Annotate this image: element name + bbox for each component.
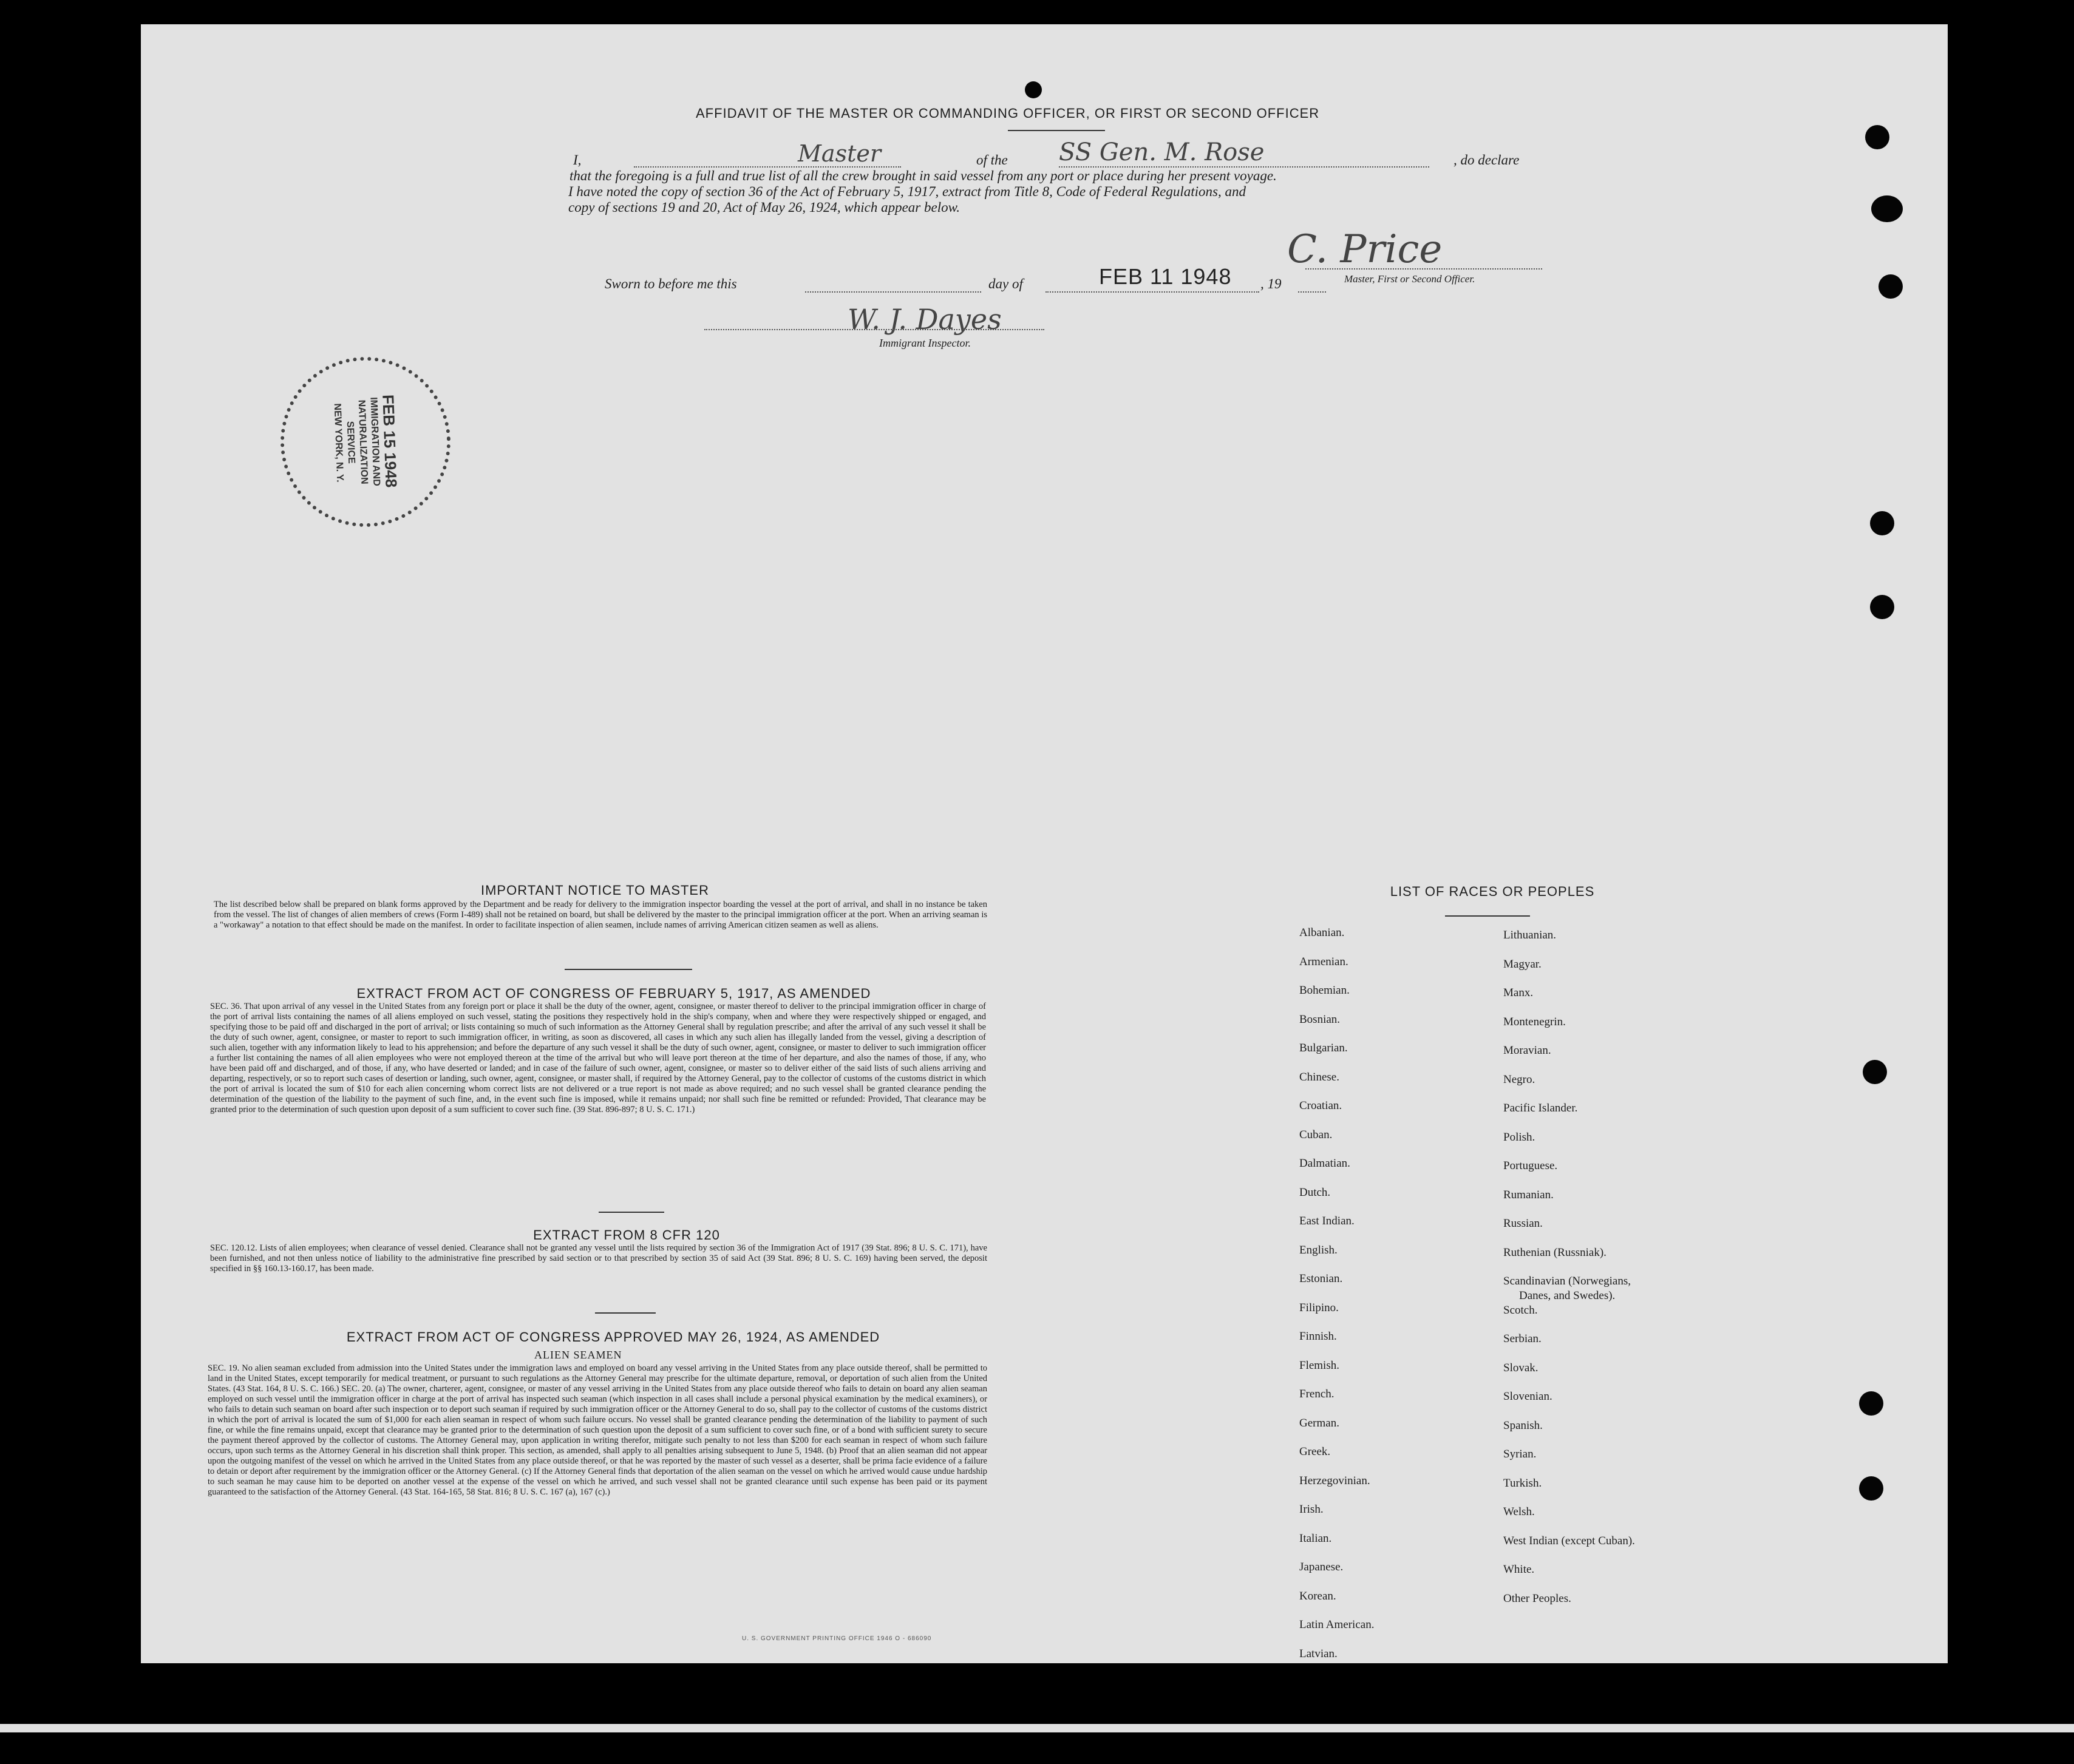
race-item: Polish. bbox=[1503, 1131, 1535, 1144]
race-item: Slovak. bbox=[1503, 1362, 1538, 1374]
race-item: Portuguese. bbox=[1503, 1159, 1558, 1172]
notice-heading: IMPORTANT NOTICE TO MASTER bbox=[480, 883, 709, 898]
race-item: Bulgarian. bbox=[1299, 1042, 1348, 1054]
binder-hole-2 bbox=[1871, 195, 1903, 222]
extract-cfr-divider bbox=[595, 1312, 656, 1314]
alien-seamen-subheading: ALIEN SEAMEN bbox=[534, 1349, 622, 1361]
race-item: Scotch. bbox=[1503, 1304, 1538, 1317]
races-heading-rule bbox=[1445, 915, 1530, 917]
affidavit-line-4: copy of sections 19 and 20, Act of May 26, 1924, which appear below. bbox=[568, 200, 960, 215]
race-item: Dutch. bbox=[1299, 1186, 1331, 1199]
binder-hole-3 bbox=[1878, 274, 1903, 299]
rank-handwritten: Master bbox=[634, 141, 901, 168]
race-item: Moravian. bbox=[1503, 1044, 1551, 1057]
stamp-line-4: SERVICE bbox=[344, 421, 357, 464]
of-the-label: of the bbox=[976, 152, 1008, 168]
race-item: German. bbox=[1299, 1417, 1339, 1430]
printing-office-footer: U. S. GOVERNMENT PRINTING OFFICE 1946 O - 686090 bbox=[742, 1635, 932, 1642]
affidavit-line-2: that the foregoing is a full and true list of all the crew brought in said vessel from any port or place during her present voyage. bbox=[570, 168, 1277, 183]
race-item: Armenian. bbox=[1299, 955, 1348, 968]
notice-body: The list described below shall be prepared on blank forms approved by the Department and be ready for delivery to the immigration inspector boarding the vessel at the port of arrival, and shall in no instance be taken from the vessel. The list of changes of alien members of crews (Form I-489) shall not be retained on board, but shall be delivered by the master to the principal immigration officer at the port. When an arriving seaman is a "workaway" a notation to that effect should be made on the manifest. In order to facilitate inspection of alien seamen, include names of arriving American citizen seamen as well as aliens. bbox=[214, 900, 987, 930]
race-item: French. bbox=[1299, 1388, 1334, 1400]
race-item: Latvian. bbox=[1299, 1647, 1338, 1660]
race-item: Rumanian. bbox=[1503, 1189, 1554, 1201]
affidavit-title: AFFIDAVIT OF THE MASTER OR COMMANDING OFFICER, OR FIRST OR SECOND OFFICER bbox=[696, 106, 1320, 121]
race-item: Other Peoples. bbox=[1503, 1592, 1571, 1605]
punch-mark bbox=[1025, 81, 1042, 98]
race-item: Ruthenian (Russniak). bbox=[1503, 1246, 1606, 1259]
year-blank bbox=[1298, 290, 1326, 293]
scan-edge-strip bbox=[0, 1724, 2074, 1732]
race-item: Dalmatian. bbox=[1299, 1157, 1350, 1170]
extract-1924-body: SEC. 19. No alien seaman excluded from admission into the United States under the immigration laws and employed on board any vessel arriving in the United States from any place outside thereof, shall be permitted to land in the United States, except temporarily for medical treatment, or pursuant to such regulations as the Attorney General may prescribe for the ultimate departure, removal, or deportation of such alien from the United States. (43 Stat. 164, 8 U. S. C. 166.) SEC. 20. (a) The owner, charterer, agent, consignee, or master of any vessel arriving in the United States from any place outside thereof who fails to detain on board any alien seaman employed on such vessel until the immigration officer in charge at the port of arrival has inspected such seaman (which inspection in all cases shall include a personal physical examination by the medical examiners), or who fails to detain such seaman on board after such inspection or to deport such seaman if required by such immigration officer or the Attorney General to do so, shall pay to the collector of customs of the customs district in which the port of arrival is located the sum of $1,000 for each alien seaman in respect of whom such failure occurs. No vessel shall be granted clearance pending the determination of the liability to payment of such fine, or while the fine remains unpaid, except that clearance may be granted prior to the determination of such question upon the deposit of a sum sufficient to cover such fine, or of a bond with sufficient surety to secure the payment thereof approved by the collector of customs. The Attorney General may, upon application in writing therefor, mitigate such penalty to not less than $200 for each seaman in respect of whom such failure occurs, upon such terms as the Attorney General in his discretion shall think proper. This section, as amended, shall apply to all penalties arising subsequent to June 5, 1948. (b) Proof that an alien seaman did not appear upon the outgoing manifest of the vessel on which he arrived in the United States from any place outside thereof, or that he was reported by the master of such vessel as a deserter, shall be prima facie evidence of a failure to detain or deport after requirement by the immigration officer or the Attorney General. (c) If the Attorney General finds that deportation of the alien seaman on the vessel on which he arrived would cause undue hardship to such seaman he may cause him to be deported on another vessel at the expense of the vessel on which he arrived, and such vessel shall not be granted clearance until such expense has been paid or its payment guaranteed to the satisfaction of the Attorney General. (43 Stat. 164-165, 58 Stat. 816; 8 U. S. C. 167 (a), 167 (c).) bbox=[208, 1363, 987, 1497]
sworn-label: Sworn to before me this bbox=[605, 276, 737, 291]
stamp-line-2: IMMIGRATION AND bbox=[368, 396, 382, 487]
race-item: West Indian (except Cuban). bbox=[1503, 1535, 1635, 1547]
stamp-text bbox=[330, 395, 400, 490]
binder-hole-5 bbox=[1870, 595, 1894, 619]
race-item: Russian. bbox=[1503, 1217, 1543, 1230]
binder-hole-4 bbox=[1870, 511, 1894, 535]
race-item: Slovenian. bbox=[1503, 1390, 1552, 1403]
race-item: Negro. bbox=[1503, 1073, 1535, 1086]
race-item: Flemish. bbox=[1299, 1359, 1339, 1372]
race-item: Scandinavian (Norwegians, bbox=[1503, 1275, 1631, 1287]
day-of-label: day of bbox=[988, 276, 1023, 291]
race-item: Albanian. bbox=[1299, 926, 1345, 939]
sworn-date-blank bbox=[1046, 290, 1259, 293]
extract-cfr-body: SEC. 120.12. Lists of alien employees; when clearance of vessel denied. Clearance shall not be granted any vessel until the lists required by section 36 of the Immigration Act of 1917 (39 Stat. 896; 8 U. S. C. 171), have been furnished, and not then unless notice of liability to the administrative fine prescribed by said section or to that prescribed by section 35 of said Act (39 Stat. 896; 8 U. S. C. 169) having been served, the deposit specified in §§ 160.13-160.17, has been made. bbox=[210, 1243, 987, 1274]
race-item: Danes, and Swedes). bbox=[1519, 1289, 1616, 1302]
race-item: Croatian. bbox=[1299, 1099, 1342, 1112]
races-heading: LIST OF RACES OR PEOPLES bbox=[1390, 884, 1595, 899]
race-item: Bohemian. bbox=[1299, 984, 1350, 997]
sworn-day-blank bbox=[805, 290, 981, 293]
stamp-line-5: NEW YORK, N. Y. bbox=[332, 403, 345, 483]
race-item: Filipino. bbox=[1299, 1301, 1339, 1314]
race-item: Bosnian. bbox=[1299, 1013, 1341, 1026]
race-item: Japanese. bbox=[1299, 1561, 1344, 1573]
race-item: Manx. bbox=[1503, 986, 1534, 999]
stamp-line-3: NATURALIZATION bbox=[356, 399, 370, 484]
race-item: Cuban. bbox=[1299, 1128, 1333, 1141]
notice-divider bbox=[565, 969, 692, 970]
race-item: Estonian. bbox=[1299, 1272, 1343, 1285]
race-item: Montenegrin. bbox=[1503, 1016, 1566, 1028]
binder-hole-7 bbox=[1859, 1391, 1883, 1416]
inspector-caption: Immigrant Inspector. bbox=[879, 337, 971, 349]
race-item: Turkish. bbox=[1503, 1477, 1542, 1490]
extract-1924-heading: EXTRACT FROM ACT OF CONGRESS APPROVED MAY 26, 1924, AS AMENDED bbox=[346, 1329, 880, 1345]
vessel-name-handwritten: SS Gen. M. Rose bbox=[1059, 138, 1429, 168]
binder-hole-6 bbox=[1863, 1060, 1887, 1084]
extract-1917-heading: EXTRACT FROM ACT OF CONGRESS OF FEBRUARY 5, 1917, AS AMENDED bbox=[356, 986, 871, 1001]
do-declare-label: , do declare bbox=[1453, 152, 1520, 168]
race-item: Spanish. bbox=[1503, 1419, 1543, 1432]
race-item: Irish. bbox=[1299, 1503, 1324, 1516]
race-item: Pacific Islander. bbox=[1503, 1102, 1578, 1114]
affidavit-line-3: I have noted the copy of section 36 of the Act of February 5, 1917, extract from Title 8, Code of Federal Regulations, and bbox=[568, 184, 1246, 199]
extract-cfr-heading: EXTRACT FROM 8 CFR 120 bbox=[533, 1227, 720, 1243]
race-item: White. bbox=[1503, 1563, 1535, 1576]
master-signature-line bbox=[1305, 267, 1542, 270]
date-stamp: FEB 11 1948 bbox=[1099, 264, 1232, 289]
inspector-signature: W. J. Dayes bbox=[848, 303, 1002, 336]
affidavit-i-label: I, bbox=[573, 152, 582, 168]
race-item: Herzegovinian. bbox=[1299, 1474, 1370, 1487]
race-item: Syrian. bbox=[1503, 1448, 1537, 1460]
extract-1917-body: SEC. 36. That upon arrival of any vessel in the United States from any foreign port or place it shall be the duty of the owner, agent, consignee, or master thereof to deliver to the principal immigration officer in charge of the port of arrival lists containing the names of all aliens employed on such vessel, stating the positions they respectively hold in the ship's company, when and where they were respectively shipped or engaged, and specifying those to be paid off and discharged in the port of arrival; or lists containing so much of such information as the Attorney General shall by regulation prescribe; and after the arrival of any such vessel it shall be the duty of such owner, agent, consignee, or master to report to such immigration officer, in writing, as soon as discovered, all cases in which any such alien has illegally landed from the vessel, giving a description of such alien, together with any information likely to lead to his apprehension; and before the departure of any such vessel it shall be the duty of such owner, agent, consignee, or master to deliver to such immigration officer a further list containing the names of all alien employees who were not employed thereon at the time of the arrival but who will leave port thereon at the time of her departure, and also the names of those, if any, who have been paid off and discharged, and of those, if any, who have deserted or landed; and in case of the failure of such owner, agent, consignee, or master so to deliver either of the said lists of such aliens arriving and departing, respectively, or so to report such cases of desertion or landing, such owner, agent, consignee, or master shall, if required by the Attorney General, pay to the collector of customs of the customs district in which the port of arrival is located the sum of $10 for each alien concerning whom correct lists are not delivered or a true report is not made as above required; and no such vessel shall be granted clearance pending the determination of the question of the liability to the payment of such fine, and, in the event such fine is imposed, while it remains unpaid; nor shall such fine be remitted or refunded: Provided, That clearance may be granted prior to the determination of such question upon deposit of a sum sufficient to cover such fine. (39 Stat. 896-897; 8 U. S. C. 171.) bbox=[210, 1002, 986, 1114]
race-item: Italian. bbox=[1299, 1532, 1332, 1545]
race-item: Chinese. bbox=[1299, 1071, 1339, 1084]
race-item: Magyar. bbox=[1503, 958, 1542, 971]
race-item: Welsh. bbox=[1503, 1505, 1535, 1518]
year-label: , 19 bbox=[1260, 276, 1282, 291]
race-item: English. bbox=[1299, 1244, 1338, 1257]
stamp-line-1: FEB 15 1948 bbox=[379, 394, 401, 488]
affidavit-title-rule bbox=[1008, 130, 1105, 131]
race-item: Korean. bbox=[1299, 1590, 1336, 1603]
binder-hole-1 bbox=[1865, 125, 1889, 149]
binder-hole-8 bbox=[1859, 1476, 1883, 1501]
inspector-signature-line bbox=[704, 328, 1044, 330]
race-item: East Indian. bbox=[1299, 1215, 1355, 1227]
race-item: Greek. bbox=[1299, 1445, 1331, 1458]
master-caption: Master, First or Second Officer. bbox=[1344, 273, 1475, 285]
race-item: Latin American. bbox=[1299, 1618, 1375, 1631]
race-item: Serbian. bbox=[1503, 1332, 1542, 1345]
master-signature: C. Price bbox=[1287, 227, 1443, 272]
race-item: Lithuanian. bbox=[1503, 929, 1557, 941]
sworn-line bbox=[605, 264, 1333, 300]
race-item: Finnish. bbox=[1299, 1330, 1337, 1343]
extract-1917-divider bbox=[599, 1212, 664, 1213]
